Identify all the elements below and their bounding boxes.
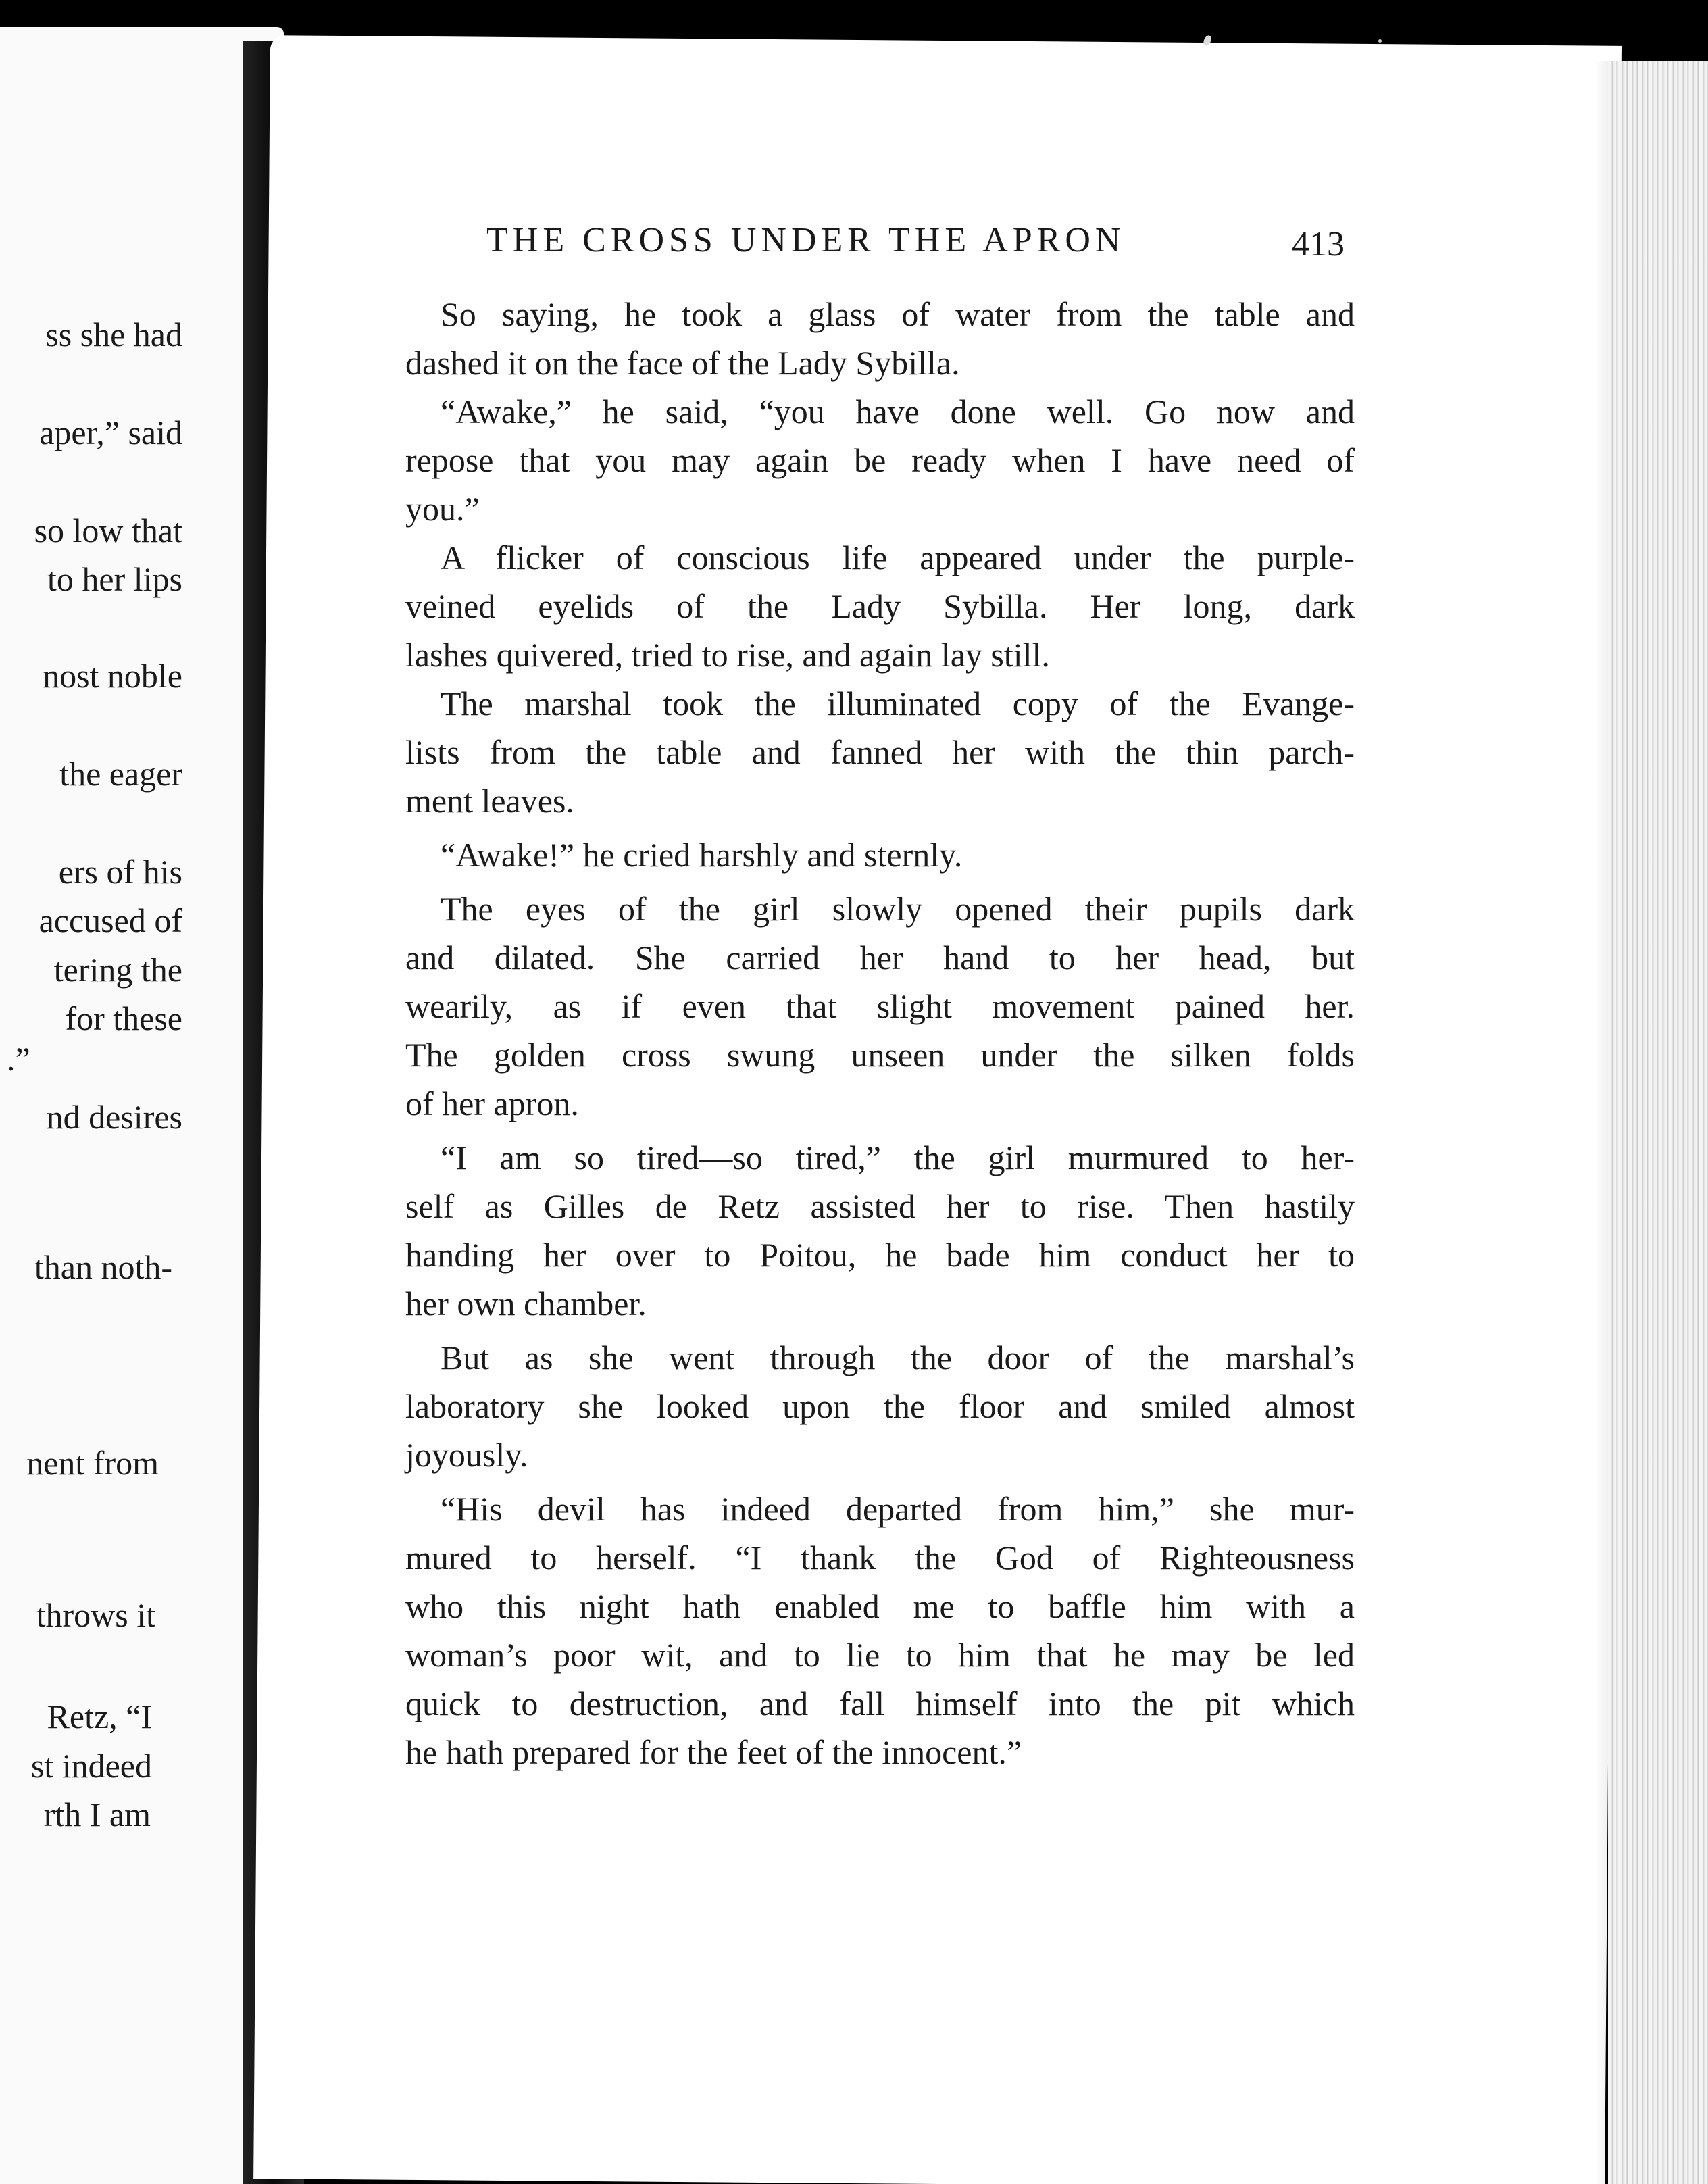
left-page-line: Retz, “I	[47, 1697, 152, 1735]
left-page-line: ss she had	[45, 316, 182, 353]
left-page-line: so low that	[34, 512, 182, 549]
left-page-line: st indeed	[30, 1747, 152, 1785]
text-line: quick to destruction, and fall himself into the pit which	[405, 1685, 1355, 1722]
text-line: dashed it on the face of the Lady Sybilla.	[405, 344, 960, 382]
text-line: her own chamber.	[405, 1285, 647, 1322]
left-page-line: .”	[7, 1040, 30, 1078]
left-page-line: for these	[65, 999, 182, 1037]
left-page-line: nost noble	[43, 657, 182, 695]
left-page-line: to her lips	[47, 560, 182, 598]
text-line: The marshal took the illuminated copy of the Evange-	[441, 685, 1355, 722]
text-line: laboratory she looked upon the floor and smiled almost	[405, 1387, 1355, 1425]
text-line: wearily, as if even that slight movement pained her.	[405, 987, 1355, 1025]
text-line: “Awake!” he cried harshly and sternly.	[441, 836, 963, 874]
text-line: joyously.	[405, 1436, 528, 1474]
left-page-line: than noth-	[34, 1248, 172, 1286]
text-line: The golden cross swung unseen under the silken folds	[405, 1036, 1355, 1074]
text-line: lists from the table and fanned her with the thin parch-	[405, 733, 1355, 771]
left-page-line: the eager	[59, 755, 182, 793]
text-line: he hath prepared for the feet of the innocent.”	[405, 1733, 1022, 1771]
left-page-line: throws it	[36, 1596, 155, 1634]
scan-speck	[1378, 39, 1382, 43]
page-number: 413	[1292, 225, 1345, 264]
left-page-line: tering the	[53, 951, 182, 989]
left-page-line: accused of	[39, 901, 182, 939]
text-line: of her apron.	[405, 1085, 579, 1122]
text-line: “Awake,” he said, “you have done well. Go now and	[441, 393, 1355, 430]
left-page-line: nd desires	[46, 1098, 182, 1136]
text-line: But as she went through the door of the marshal’s	[441, 1339, 1355, 1376]
text-line: handing her over to Poitou, he bade him conduct her to	[405, 1236, 1355, 1274]
left-page-line: aper,” said	[39, 414, 182, 451]
text-line: “I am so tired—so tired,” the girl murmured to her-	[441, 1139, 1355, 1176]
page-edges	[1608, 61, 1708, 2184]
text-line: self as Gilles de Retz assisted her to rise. Then hastily	[405, 1187, 1355, 1225]
text-line: repose that you may again be ready when I have need of	[405, 441, 1355, 479]
text-line: So saying, he took a glass of water from the table and	[441, 295, 1355, 333]
text-line: The eyes of the girl slowly opened their pupils dark	[441, 890, 1355, 928]
left-page-line: nent from	[26, 1444, 159, 1482]
text-line: woman’s poor wit, and to lie to him that he may be led	[405, 1636, 1355, 1674]
left-page	[0, 27, 284, 2184]
left-page-line: rth I am	[43, 1795, 151, 1833]
text-line: you.”	[405, 490, 480, 528]
text-line: lashes quivered, tried to rise, and again lay still.	[405, 636, 1050, 674]
text-line: and dilated. She carried her hand to her head, but	[405, 939, 1355, 976]
text-line: mured to herself. “I thank the God of Righteousness	[405, 1539, 1355, 1577]
running-head: THE CROSS UNDER THE APRON	[486, 221, 1126, 259]
text-line: veined eyelids of the Lady Sybilla. Her long, dark	[405, 587, 1355, 625]
text-line: “His devil has indeed departed from him,” she mur-	[441, 1490, 1355, 1528]
left-page-line: ers of his	[58, 853, 182, 891]
text-line: A flicker of conscious life appeared under the purple-	[441, 539, 1355, 576]
text-line: ment leaves.	[405, 782, 574, 820]
text-line: who this night hath enabled me to baffle him with a	[405, 1587, 1355, 1625]
